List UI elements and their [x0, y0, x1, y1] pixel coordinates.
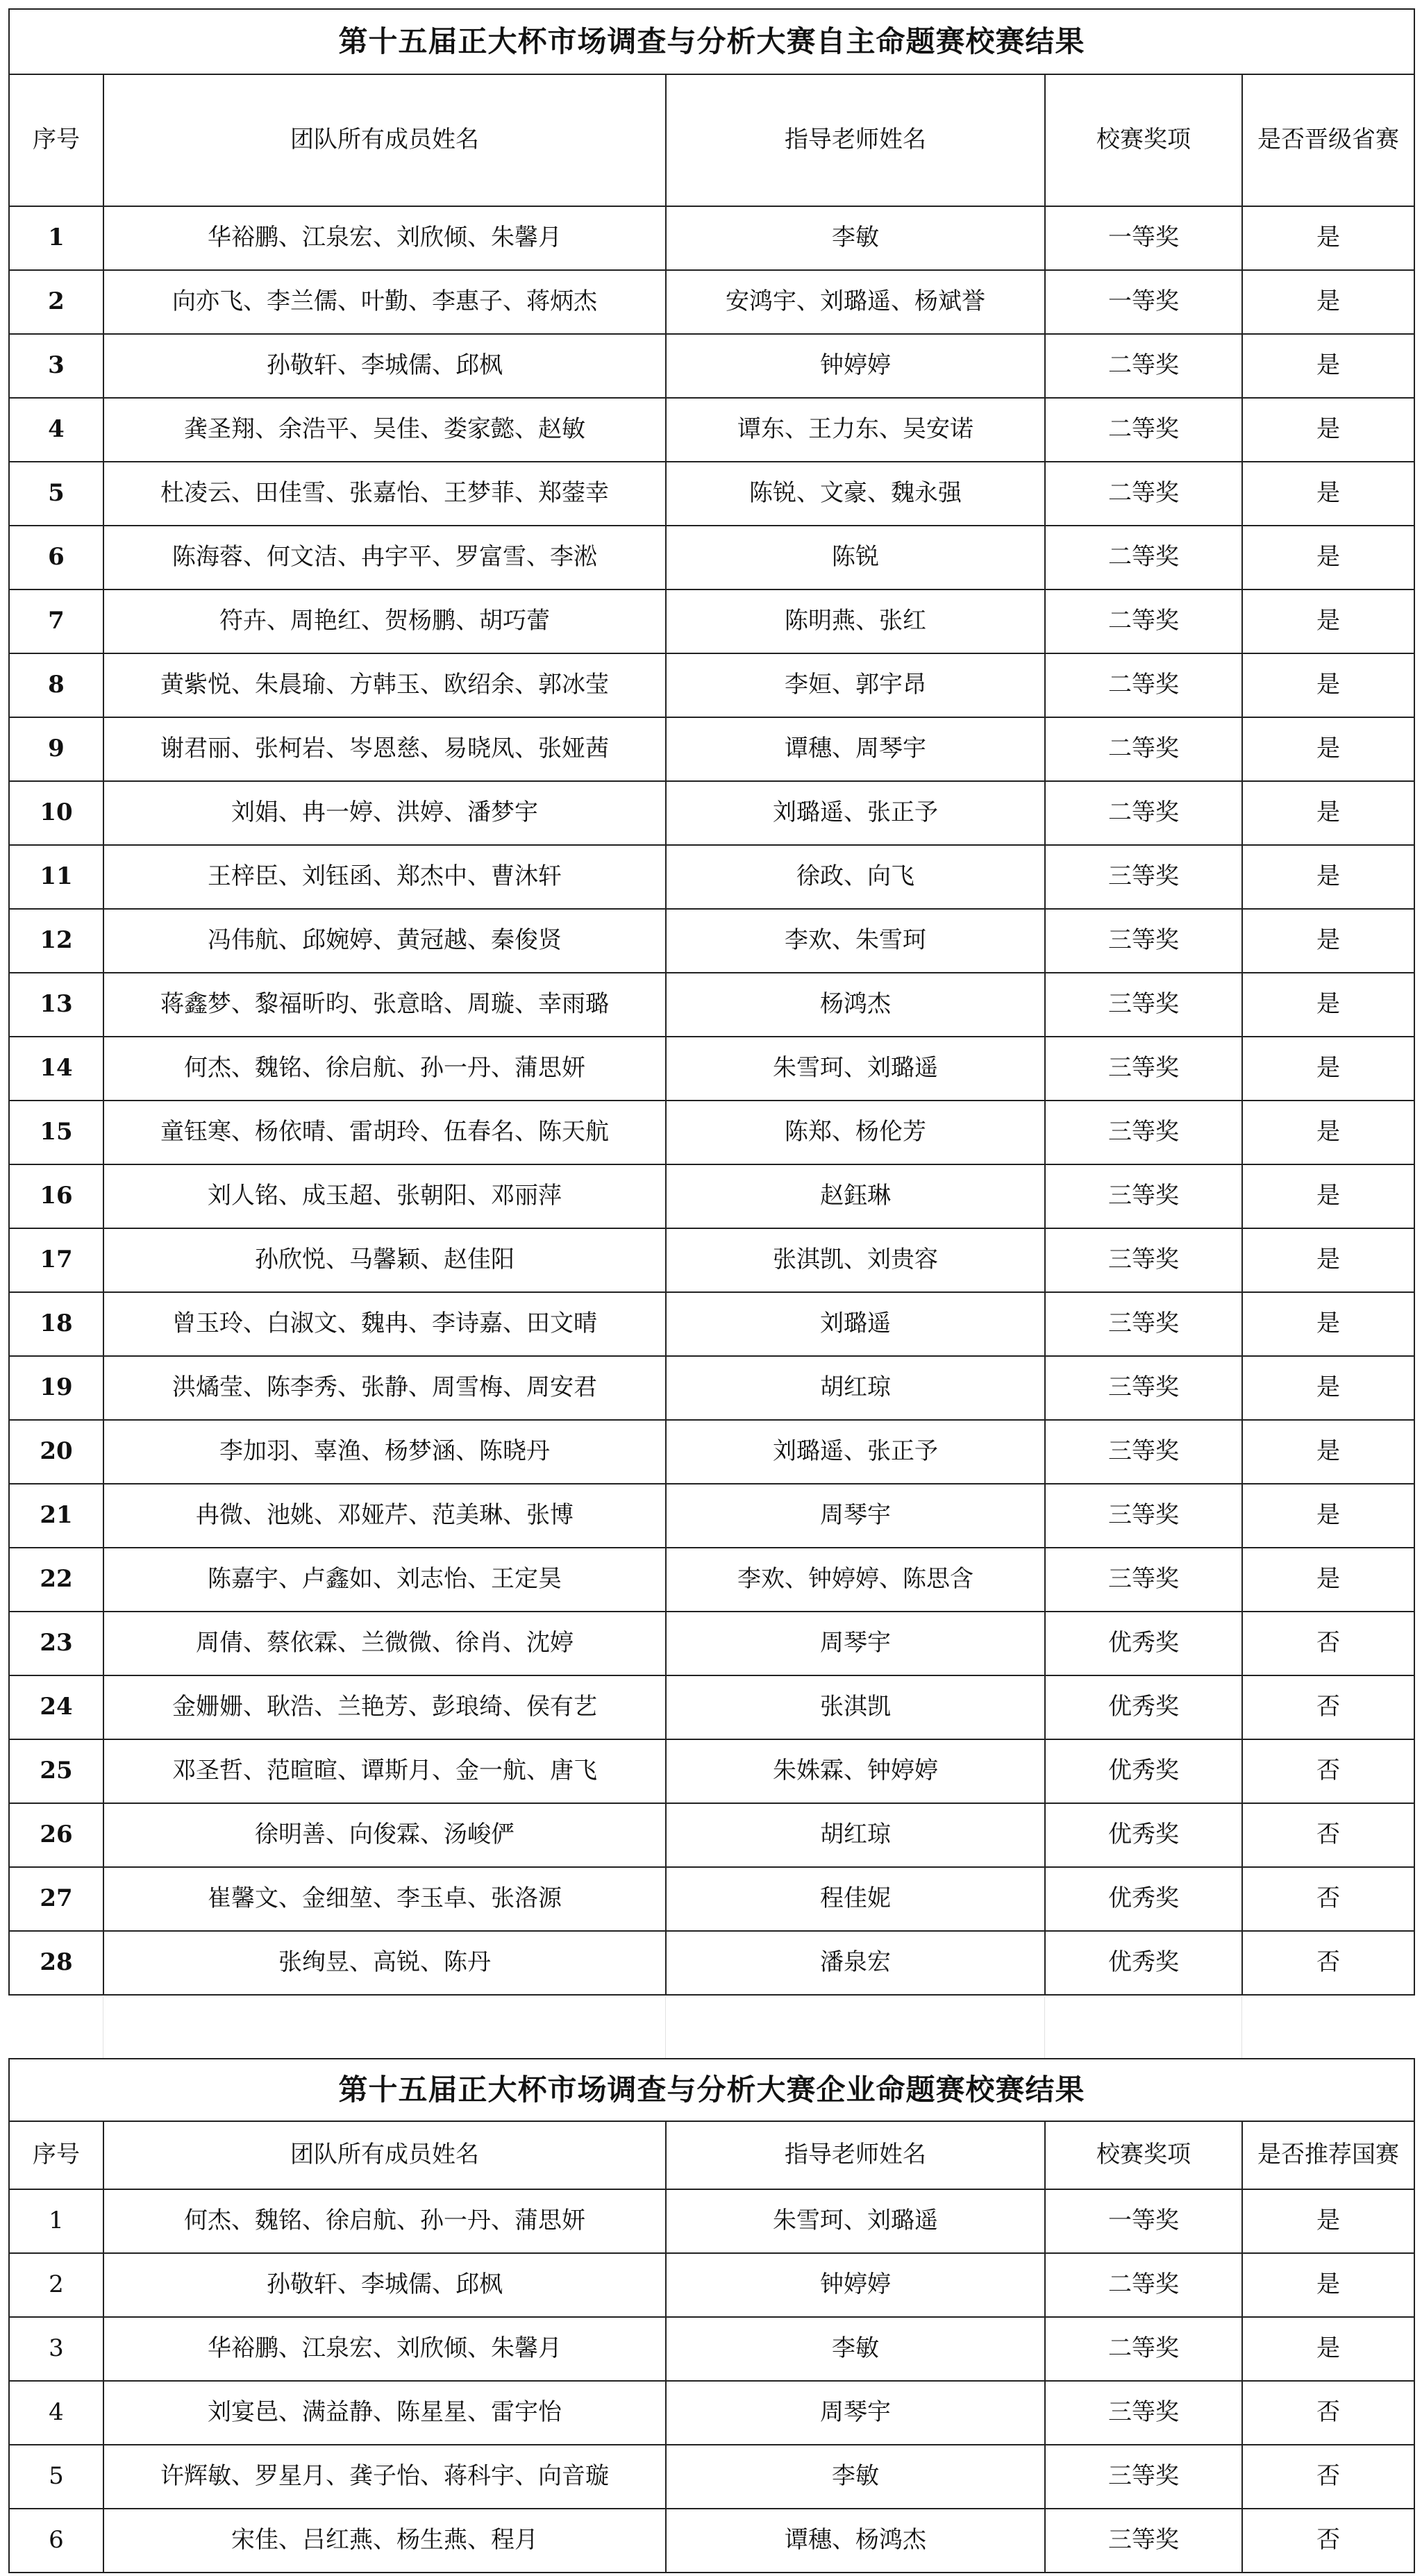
- cell-advance: 是: [1242, 1292, 1414, 1356]
- cell-index: 27: [9, 1867, 103, 1931]
- cell-advisors: 李敏: [666, 2445, 1045, 2509]
- cell-advisors: 李敏: [666, 206, 1045, 270]
- cell-team-members: 宋佳、吕红燕、杨生燕、程月: [103, 2509, 666, 2573]
- cell-advisors: 赵鈺琳: [666, 1164, 1045, 1228]
- cell-advisors: 李敏: [666, 2317, 1045, 2381]
- cell-team-members: 孙欣悦、马馨颖、赵佳阳: [103, 1228, 666, 1292]
- cell-index: 23: [9, 1612, 103, 1675]
- table-row: [9, 1484, 1414, 1548]
- cell-award: 三等奖: [1045, 1548, 1242, 1612]
- cell-advisors: 周琴宇: [666, 1612, 1045, 1675]
- cell-advisors: 朱姝霖、钟婷婷: [666, 1739, 1045, 1803]
- cell-award: 一等奖: [1045, 2189, 1242, 2253]
- cell-advance: 是: [1242, 717, 1414, 781]
- cell-advance: 是: [1242, 781, 1414, 845]
- table-row: [9, 2445, 1414, 2509]
- cell-advisors: 刘璐遥、张正予: [666, 781, 1045, 845]
- cell-award: 三等奖: [1045, 1101, 1242, 1164]
- cell-advance: 否: [1242, 2445, 1414, 2509]
- table-row: [9, 1101, 1414, 1164]
- cell-team-members: 张绚昱、高锐、陈丹: [103, 1931, 666, 1995]
- cell-index: 18: [9, 1292, 103, 1356]
- cell-index: 16: [9, 1164, 103, 1228]
- gap-divider: [665, 1997, 666, 2058]
- cell-advance: 否: [1242, 2509, 1414, 2573]
- cell-advance: 是: [1242, 1228, 1414, 1292]
- cell-index: 19: [9, 1356, 103, 1420]
- table-row: [9, 526, 1414, 589]
- cell-team-members: 金姗姗、耿浩、兰艳芳、彭琅绮、侯有艺: [103, 1675, 666, 1739]
- cell-index: 7: [9, 589, 103, 653]
- table-row: [9, 1548, 1414, 1612]
- cell-advance: 是: [1242, 845, 1414, 909]
- header-team-members: 团队所有成员姓名: [103, 2121, 666, 2189]
- cell-advance: 是: [1242, 1164, 1414, 1228]
- cell-advance: 是: [1242, 462, 1414, 526]
- table-row: [9, 1228, 1414, 1292]
- cell-award: 优秀奖: [1045, 1867, 1242, 1931]
- table-row: [9, 589, 1414, 653]
- cell-advisors: 陈锐、文豪、魏永强: [666, 462, 1045, 526]
- cell-team-members: 陈海蓉、何文洁、冉宇平、罗富雪、李淞: [103, 526, 666, 589]
- cell-team-members: 谢君丽、张柯岩、岑恩慈、易晓凤、张娅茜: [103, 717, 666, 781]
- cell-award: 二等奖: [1045, 653, 1242, 717]
- cell-advisors: 朱雪珂、刘璐遥: [666, 1037, 1045, 1101]
- cell-advisors: 胡红琼: [666, 1803, 1045, 1867]
- cell-award: 三等奖: [1045, 1484, 1242, 1548]
- cell-index: 25: [9, 1739, 103, 1803]
- cell-advance: 否: [1242, 1803, 1414, 1867]
- cell-advance: 是: [1242, 1037, 1414, 1101]
- enterprise-topic-results-table: [8, 2058, 1415, 2573]
- cell-advance: 是: [1242, 206, 1414, 270]
- table-header-row: [9, 74, 1414, 206]
- cell-index: 2: [9, 2253, 103, 2317]
- cell-award: 二等奖: [1045, 717, 1242, 781]
- table-title-row: [9, 9, 1414, 74]
- cell-award: 二等奖: [1045, 398, 1242, 462]
- cell-award: 三等奖: [1045, 1420, 1242, 1484]
- table-row: [9, 2317, 1414, 2381]
- cell-index: 21: [9, 1484, 103, 1548]
- cell-advance: 是: [1242, 1484, 1414, 1548]
- cell-advance: 是: [1242, 1420, 1414, 1484]
- cell-index: 13: [9, 973, 103, 1037]
- cell-advisors: 谭穗、周琴宇: [666, 717, 1045, 781]
- table-row: [9, 1739, 1414, 1803]
- cell-advisors: 安鸿宇、刘璐遥、杨斌誉: [666, 270, 1045, 334]
- cell-award: 三等奖: [1045, 1228, 1242, 1292]
- cell-award: 二等奖: [1045, 2253, 1242, 2317]
- table-row: [9, 781, 1414, 845]
- table-row: [9, 717, 1414, 781]
- cell-advance: 是: [1242, 2189, 1414, 2253]
- cell-advisors: 朱雪珂、刘璐遥: [666, 2189, 1045, 2253]
- cell-team-members: 华裕鹏、江泉宏、刘欣倾、朱馨月: [103, 2317, 666, 2381]
- table-row: [9, 653, 1414, 717]
- cell-team-members: 杜凌云、田佳雪、张嘉怡、王梦菲、郑蓥幸: [103, 462, 666, 526]
- cell-advance: 是: [1242, 589, 1414, 653]
- cell-advance: 是: [1242, 2317, 1414, 2381]
- table-row: [9, 909, 1414, 973]
- cell-advisors: 徐政、向飞: [666, 845, 1045, 909]
- cell-award: 三等奖: [1045, 1037, 1242, 1101]
- cell-advance: 是: [1242, 1548, 1414, 1612]
- cell-advisors: 陈明燕、张红: [666, 589, 1045, 653]
- cell-advisors: 杨鸿杰: [666, 973, 1045, 1037]
- table-row: [9, 1867, 1414, 1931]
- header-award: 校赛奖项: [1045, 74, 1242, 206]
- table-row: [9, 1803, 1414, 1867]
- cell-team-members: 刘娟、冉一婷、洪婷、潘梦宇: [103, 781, 666, 845]
- cell-team-members: 许辉敏、罗星月、龚子怡、蒋科宇、向音璇: [103, 2445, 666, 2509]
- table-row: [9, 2381, 1414, 2445]
- table-row: [9, 2253, 1414, 2317]
- cell-award: 优秀奖: [1045, 1803, 1242, 1867]
- cell-advisors: 胡红琼: [666, 1356, 1045, 1420]
- cell-award: 三等奖: [1045, 909, 1242, 973]
- cell-award: 三等奖: [1045, 2509, 1242, 2573]
- cell-award: 优秀奖: [1045, 1931, 1242, 1995]
- cell-advance: 否: [1242, 1931, 1414, 1995]
- header-recommend: 是否推荐国赛: [1242, 2121, 1414, 2189]
- cell-team-members: 龚圣翔、余浩平、吴佳、娄家懿、赵敏: [103, 398, 666, 462]
- cell-advisors: 刘璐遥: [666, 1292, 1045, 1356]
- cell-index: 20: [9, 1420, 103, 1484]
- cell-index: 26: [9, 1803, 103, 1867]
- cell-award: 二等奖: [1045, 589, 1242, 653]
- gap-divider: [1044, 1997, 1045, 2058]
- cell-advisors: 程佳妮: [666, 1867, 1045, 1931]
- cell-advance: 否: [1242, 1675, 1414, 1739]
- cell-advance: 是: [1242, 909, 1414, 973]
- cell-index: 28: [9, 1931, 103, 1995]
- table-row: [9, 1356, 1414, 1420]
- cell-team-members: 华裕鹏、江泉宏、刘欣倾、朱馨月: [103, 206, 666, 270]
- cell-team-members: 冯伟航、邱婉婷、黄冠越、秦俊贤: [103, 909, 666, 973]
- cell-advisors: 潘泉宏: [666, 1931, 1045, 1995]
- cell-advisors: 陈锐: [666, 526, 1045, 589]
- cell-team-members: 陈嘉宇、卢鑫如、刘志怡、王定昊: [103, 1548, 666, 1612]
- cell-advance: 否: [1242, 1612, 1414, 1675]
- cell-index: 3: [9, 334, 103, 398]
- table-row: [9, 1612, 1414, 1675]
- table-row: [9, 206, 1414, 270]
- cell-team-members: 徐明善、向俊霖、汤峻俨: [103, 1803, 666, 1867]
- cell-index: 2: [9, 270, 103, 334]
- cell-advisors: 李姮、郭宇昂: [666, 653, 1045, 717]
- cell-award: 优秀奖: [1045, 1739, 1242, 1803]
- cell-index: 3: [9, 2317, 103, 2381]
- cell-award: 二等奖: [1045, 781, 1242, 845]
- table-row: [9, 398, 1414, 462]
- cell-award: 三等奖: [1045, 1292, 1242, 1356]
- table-header-row: [9, 2121, 1414, 2189]
- cell-team-members: 蒋鑫梦、黎福昕昀、张意晗、周璇、幸雨璐: [103, 973, 666, 1037]
- cell-advance: 否: [1242, 1739, 1414, 1803]
- cell-award: 三等奖: [1045, 1356, 1242, 1420]
- header-advisors: 指导老师姓名: [666, 74, 1045, 206]
- cell-advisors: 张淇凯、刘贵容: [666, 1228, 1045, 1292]
- cell-advance: 是: [1242, 653, 1414, 717]
- cell-advisors: 钟婷婷: [666, 2253, 1045, 2317]
- cell-advisors: 李欢、朱雪珂: [666, 909, 1045, 973]
- cell-award: 三等奖: [1045, 973, 1242, 1037]
- cell-index: 1: [9, 2189, 103, 2253]
- cell-team-members: 崔馨文、金细堃、李玉卓、张洛源: [103, 1867, 666, 1931]
- cell-index: 5: [9, 2445, 103, 2509]
- cell-index: 17: [9, 1228, 103, 1292]
- cell-team-members: 何杰、魏铭、徐启航、孙一丹、蒲思妍: [103, 1037, 666, 1101]
- cell-advance: 是: [1242, 973, 1414, 1037]
- table-row: [9, 1420, 1414, 1484]
- cell-team-members: 邓圣哲、范暄暄、谭斯月、金一航、唐飞: [103, 1739, 666, 1803]
- cell-advance: 是: [1242, 2253, 1414, 2317]
- table-row: [9, 1037, 1414, 1101]
- cell-team-members: 冉微、池姚、邓娅芹、范美琳、张博: [103, 1484, 666, 1548]
- cell-advance: 是: [1242, 526, 1414, 589]
- cell-award: 三等奖: [1045, 845, 1242, 909]
- cell-advisors: 李欢、钟婷婷、陈思含: [666, 1548, 1045, 1612]
- cell-advisors: 刘璐遥、张正予: [666, 1420, 1045, 1484]
- cell-team-members: 黄紫悦、朱晨瑜、方韩玉、欧绍余、郭冰莹: [103, 653, 666, 717]
- cell-advance: 是: [1242, 334, 1414, 398]
- cell-award: 二等奖: [1045, 334, 1242, 398]
- cell-index: 4: [9, 2381, 103, 2445]
- table-title: 第十五届正大杯市场调查与分析大赛企业命题赛校赛结果: [9, 2059, 1414, 2121]
- table-title-row: [9, 2059, 1414, 2121]
- cell-advisors: 周琴宇: [666, 2381, 1045, 2445]
- header-advance: 是否晋级省赛: [1242, 74, 1414, 206]
- header-index: 序号: [9, 74, 103, 206]
- cell-team-members: 孙敬轩、李城儒、邱枫: [103, 2253, 666, 2317]
- table-row: [9, 2509, 1414, 2573]
- cell-award: 三等奖: [1045, 1164, 1242, 1228]
- cell-team-members: 曾玉玲、白淑文、魏冉、李诗嘉、田文晴: [103, 1292, 666, 1356]
- cell-advance: 是: [1242, 1356, 1414, 1420]
- cell-index: 6: [9, 526, 103, 589]
- cell-advisors: 钟婷婷: [666, 334, 1045, 398]
- cell-team-members: 刘人铭、成玉超、张朝阳、邓丽萍: [103, 1164, 666, 1228]
- cell-advance: 是: [1242, 398, 1414, 462]
- gap-divider: [1241, 1997, 1242, 2058]
- cell-team-members: 刘宴邑、满益静、陈星星、雷宇怡: [103, 2381, 666, 2445]
- cell-advance: 否: [1242, 2381, 1414, 2445]
- table-title: 第十五届正大杯市场调查与分析大赛自主命题赛校赛结果: [9, 9, 1414, 74]
- cell-index: 6: [9, 2509, 103, 2573]
- cell-index: 4: [9, 398, 103, 462]
- header-index: 序号: [9, 2121, 103, 2189]
- cell-team-members: 李加羽、辜渔、杨梦涵、陈晓丹: [103, 1420, 666, 1484]
- table-row: [9, 2189, 1414, 2253]
- cell-team-members: 周倩、蔡依霖、兰微微、徐肖、沈婷: [103, 1612, 666, 1675]
- cell-team-members: 洪燏莹、陈李秀、张静、周雪梅、周安君: [103, 1356, 666, 1420]
- table-row: [9, 845, 1414, 909]
- cell-advisors: 张淇凯: [666, 1675, 1045, 1739]
- cell-team-members: 向亦飞、李兰儒、叶勤、李惠子、蒋炳杰: [103, 270, 666, 334]
- table-row: [9, 1931, 1414, 1995]
- table-gap: [8, 1997, 1414, 2058]
- cell-team-members: 孙敬轩、李城儒、邱枫: [103, 334, 666, 398]
- cell-index: 11: [9, 845, 103, 909]
- cell-advance: 是: [1242, 270, 1414, 334]
- cell-award: 二等奖: [1045, 2317, 1242, 2381]
- table-row: [9, 334, 1414, 398]
- cell-index: 14: [9, 1037, 103, 1101]
- table-row: [9, 973, 1414, 1037]
- cell-award: 优秀奖: [1045, 1675, 1242, 1739]
- cell-advance: 否: [1242, 1867, 1414, 1931]
- cell-team-members: 王梓臣、刘钰函、郑杰中、曹沐轩: [103, 845, 666, 909]
- cell-index: 12: [9, 909, 103, 973]
- cell-award: 一等奖: [1045, 270, 1242, 334]
- cell-index: 24: [9, 1675, 103, 1739]
- header-team-members: 团队所有成员姓名: [103, 74, 666, 206]
- cell-index: 15: [9, 1101, 103, 1164]
- self-topic-results-table: [8, 8, 1415, 1996]
- cell-advisors: 周琴宇: [666, 1484, 1045, 1548]
- cell-index: 22: [9, 1548, 103, 1612]
- cell-index: 10: [9, 781, 103, 845]
- cell-index: 5: [9, 462, 103, 526]
- cell-team-members: 何杰、魏铭、徐启航、孙一丹、蒲思妍: [103, 2189, 666, 2253]
- cell-index: 8: [9, 653, 103, 717]
- cell-advisors: 谭东、王力东、吴安诺: [666, 398, 1045, 462]
- cell-award: 优秀奖: [1045, 1612, 1242, 1675]
- cell-award: 二等奖: [1045, 462, 1242, 526]
- cell-advance: 是: [1242, 1101, 1414, 1164]
- cell-index: 1: [9, 206, 103, 270]
- cell-team-members: 童钰寒、杨依晴、雷胡玲、伍春名、陈天航: [103, 1101, 666, 1164]
- cell-index: 9: [9, 717, 103, 781]
- cell-advisors: 谭穗、杨鸿杰: [666, 2509, 1045, 2573]
- table-row: [9, 1675, 1414, 1739]
- header-advisors: 指导老师姓名: [666, 2121, 1045, 2189]
- cell-advisors: 陈郑、杨伦芳: [666, 1101, 1045, 1164]
- cell-award: 一等奖: [1045, 206, 1242, 270]
- cell-award: 二等奖: [1045, 526, 1242, 589]
- table-row: [9, 1292, 1414, 1356]
- table-row: [9, 462, 1414, 526]
- table-row: [9, 270, 1414, 334]
- header-award: 校赛奖项: [1045, 2121, 1242, 2189]
- cell-award: 三等奖: [1045, 2381, 1242, 2445]
- cell-award: 三等奖: [1045, 2445, 1242, 2509]
- table-row: [9, 1164, 1414, 1228]
- cell-team-members: 符卉、周艳红、贺杨鹏、胡巧蕾: [103, 589, 666, 653]
